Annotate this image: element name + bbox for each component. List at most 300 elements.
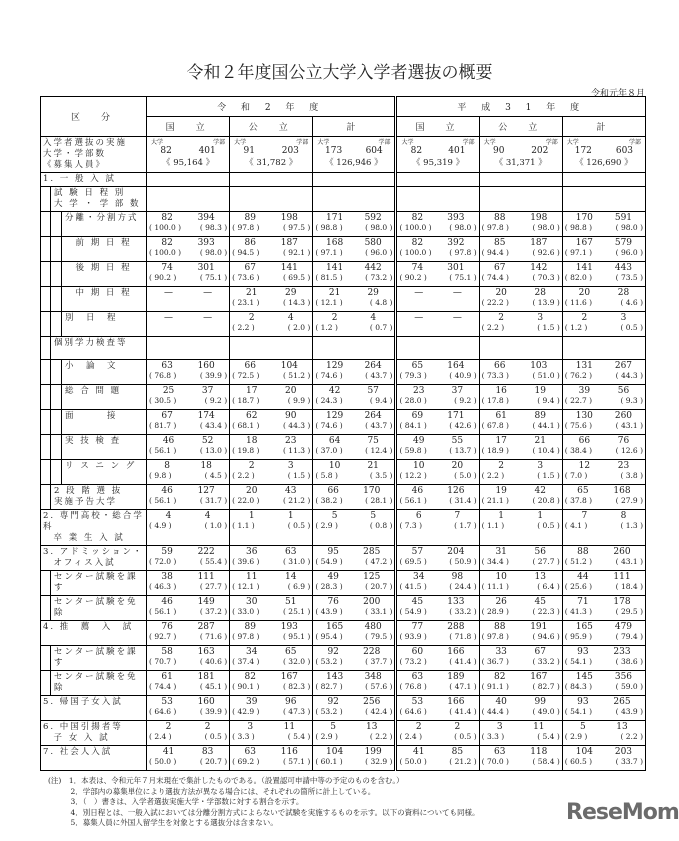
percentages xyxy=(482,607,560,617)
cell-values xyxy=(563,287,645,311)
cell-values xyxy=(397,546,478,570)
fac-pct: ( 9.4 ) xyxy=(537,396,560,405)
enrollment-cell xyxy=(479,137,562,173)
univ-pct: ( 38.4 ) xyxy=(564,446,593,455)
fac-pct-value: 57.1 xyxy=(288,757,305,766)
data-cell xyxy=(313,696,396,721)
fac-pct-value: 3.5 xyxy=(375,471,388,480)
univ-pct-value: 97.8 xyxy=(486,223,504,232)
data-cell xyxy=(479,696,562,721)
univ-pct: ( 7.3 ) xyxy=(399,521,423,530)
data-cell xyxy=(230,485,313,510)
univ-count: 76 xyxy=(161,622,173,632)
fac-pct-value: 51.0 xyxy=(537,371,555,380)
table-row xyxy=(41,571,646,596)
fac-pct-value: 0.5 xyxy=(625,323,638,332)
percentages xyxy=(149,496,227,506)
percentages xyxy=(149,732,227,742)
fac-label: 学部 xyxy=(213,139,226,146)
data-cell xyxy=(479,621,562,646)
row-label: 3. アドミッション・ オフィス入試 xyxy=(41,546,147,571)
cell-values xyxy=(230,237,312,261)
fac-pct: ( 4.8 ) xyxy=(369,298,393,307)
cell-values xyxy=(230,460,312,484)
fac-count: 11 xyxy=(283,722,296,732)
percentages xyxy=(399,273,476,283)
data-cell xyxy=(396,596,479,621)
fac-pct: ( 27.7 ) xyxy=(532,557,560,566)
data-cell xyxy=(230,596,313,621)
cell-values xyxy=(147,312,229,336)
fac-pct-value: 0.5 xyxy=(542,521,555,530)
fac-pct: ( 31.7 ) xyxy=(199,496,228,505)
univ-pct-value: 73.3 xyxy=(486,371,504,380)
fac-pct-value: 12.4 xyxy=(370,446,388,455)
fac-count: 443 xyxy=(614,263,633,273)
univ-count: 167 xyxy=(575,238,593,248)
univ-pct-value: 38.2 xyxy=(320,496,338,505)
fac-pct: ( 43.4 ) xyxy=(199,421,228,430)
data-cell xyxy=(396,696,479,721)
data-cell xyxy=(147,646,230,671)
fac-pct: ( 32.9 ) xyxy=(365,757,393,766)
univ-pct: ( 95.9 ) xyxy=(564,632,593,641)
univ-pct-value: 84.3 xyxy=(570,682,587,691)
univ-pct: ( 74.4 ) xyxy=(481,273,509,282)
header-col-1: 公 立 xyxy=(230,117,313,137)
fac-pct-value: 49.0 xyxy=(537,707,555,716)
counts xyxy=(399,411,476,421)
data-cell xyxy=(396,746,479,771)
percentages xyxy=(315,657,392,667)
percentages xyxy=(399,682,476,692)
footnote: (注) 1．本表は、令和元年７月末現在で集計したものである。（設置認可申請中等の予定のものを含む。） xyxy=(48,776,404,785)
univ-pct-value: 60.1 xyxy=(320,757,338,766)
univ-pct: ( 25.6 ) xyxy=(564,582,593,591)
fac-pct-value: 42.6 xyxy=(454,421,472,430)
fac-count: 356 xyxy=(614,672,633,682)
cell-values xyxy=(147,621,229,645)
percentages xyxy=(149,707,227,717)
univ-count: 74 xyxy=(161,263,173,273)
fac-pct: ( 29.5 ) xyxy=(615,607,643,616)
enrollment-label: 入学者選抜の実施 大学・学部数 《募集人員》 xyxy=(41,137,147,173)
fac-pct-value: 57.6 xyxy=(370,682,388,691)
fac-pct: ( 0.5 ) xyxy=(620,323,643,332)
univ-count: 21 xyxy=(245,288,258,298)
percentages xyxy=(565,471,643,481)
data-cell xyxy=(230,212,313,237)
header-row-years xyxy=(41,97,646,117)
fac-count: 393 xyxy=(197,238,215,248)
percentages xyxy=(232,396,310,406)
counts xyxy=(315,436,392,446)
univ-pct-value: 22.0 xyxy=(237,496,255,505)
univ-pct-value: 72.5 xyxy=(237,371,255,380)
data-cell xyxy=(562,312,645,337)
univ-pct: ( 59.8 ) xyxy=(399,446,427,455)
counts xyxy=(315,411,392,421)
univ-pct-value: 74.6 xyxy=(320,421,338,430)
univ-pct-value: 98.8 xyxy=(570,223,587,232)
percentages xyxy=(482,521,560,531)
univ-count: 3 xyxy=(247,722,254,732)
univ-count: 95 xyxy=(327,547,339,557)
fac-count: 65 xyxy=(285,647,297,657)
univ-pct: ( 73.6 ) xyxy=(232,273,260,282)
univ-count: 2 xyxy=(415,722,422,732)
univ-pct-value: 12.1 xyxy=(320,298,338,307)
table-row xyxy=(41,596,646,621)
univ-pct: ( 98.8 ) xyxy=(564,223,593,232)
table-row xyxy=(41,546,646,571)
cell-values xyxy=(563,696,645,720)
data-cell xyxy=(147,546,230,571)
percentages xyxy=(565,421,643,431)
fac-pct-value: 1.5 xyxy=(293,471,305,480)
univ-pct-value: 34.4 xyxy=(486,557,504,566)
data-cell xyxy=(230,546,313,571)
data-cell xyxy=(147,187,230,212)
percentages xyxy=(482,557,560,567)
cell-values xyxy=(563,721,645,745)
univ-pct: ( 2.2 ) xyxy=(232,323,255,332)
univ-pct: ( 3.3 ) xyxy=(232,732,255,741)
fac-count: 13 xyxy=(616,722,628,732)
univ-pct-value: 39.6 xyxy=(237,557,255,566)
cell-values xyxy=(480,696,562,720)
percentages xyxy=(482,707,560,717)
univ-pct-value: 94.4 xyxy=(486,248,504,257)
cell-values xyxy=(480,312,562,336)
admissions-table xyxy=(40,96,646,771)
univ-pct-value: 36.7 xyxy=(486,657,504,666)
percentages xyxy=(149,273,227,283)
data-cell xyxy=(147,212,230,237)
counts xyxy=(399,436,476,446)
univ-pct-value: 54.9 xyxy=(320,557,338,566)
univ-pct-value: 19.8 xyxy=(237,446,255,455)
univ-pct-value: 1.1 xyxy=(486,521,499,530)
fac-pct: ( 9.9 ) xyxy=(287,396,311,405)
data-cell xyxy=(396,262,479,287)
fac-pct-value: 5.0 xyxy=(459,471,472,480)
univ-pct: ( 54.1 ) xyxy=(564,657,593,666)
univ-pct-value: 2.2 xyxy=(237,323,250,332)
fac-count: 7 xyxy=(454,511,461,521)
univ-pct-value: 69.5 xyxy=(404,557,422,566)
univ-count: 74 xyxy=(411,263,424,273)
univ-count: 18 xyxy=(245,436,258,446)
data-cell xyxy=(147,721,230,746)
counts xyxy=(315,313,392,323)
fac-pct-value: 31.0 xyxy=(288,557,305,566)
header-year-current: 令 和 2 年 度 xyxy=(147,97,396,117)
univ-pct: ( 97.8 ) xyxy=(481,223,509,232)
univ-pct-value: 60.5 xyxy=(570,757,587,766)
fac-pct: ( 20.7 ) xyxy=(365,582,393,591)
fac-pct: ( 37.7 ) xyxy=(365,657,393,666)
univ-pct-value: 91.1 xyxy=(486,682,504,691)
univ-count: 66 xyxy=(244,361,256,371)
fac-count: 202 xyxy=(531,146,549,156)
univ-count: 20 xyxy=(495,288,507,298)
data-cell xyxy=(147,173,230,187)
counts xyxy=(482,263,560,273)
data-cell xyxy=(230,360,313,385)
data-cell xyxy=(479,546,562,571)
fac-pct-value: 0.8 xyxy=(375,521,388,530)
counts xyxy=(149,461,227,471)
fac-pct: ( 27.7 ) xyxy=(199,582,228,591)
univ-pct-value: 18.9 xyxy=(486,446,504,455)
percentages xyxy=(315,757,392,767)
fac-pct-value: 43.1 xyxy=(620,421,638,430)
percentages xyxy=(399,248,476,258)
univ-count: 85 xyxy=(494,238,506,248)
counts xyxy=(565,672,643,682)
percentages xyxy=(482,273,560,283)
counts xyxy=(399,288,476,298)
percentages xyxy=(232,657,310,667)
counts xyxy=(149,672,227,682)
percentages xyxy=(149,632,227,642)
percentages xyxy=(482,682,560,692)
data-cell xyxy=(479,237,562,262)
univ-count: 66 xyxy=(327,486,339,496)
univ-count: 5 xyxy=(331,511,338,521)
fac-pct: ( 75.1 ) xyxy=(449,273,477,282)
percentages xyxy=(149,557,227,567)
univ-pct: ( 2.2 ) xyxy=(232,471,255,480)
univ-pct: ( 90.2 ) xyxy=(399,273,427,282)
header-col-0: 国 立 xyxy=(147,117,230,137)
fac-pct-value: 24.4 xyxy=(454,582,472,591)
univ-count: 8 xyxy=(164,461,170,471)
counts xyxy=(149,547,227,557)
cell-values xyxy=(230,721,312,745)
fac-pct: ( 1.3 ) xyxy=(620,521,643,530)
percentages xyxy=(399,707,476,717)
univ-count: 16 xyxy=(495,386,507,396)
counts xyxy=(482,486,560,496)
row-label: 分離・分割方式 xyxy=(41,212,147,237)
univ-pct: ( 94.5 ) xyxy=(232,248,260,257)
counts xyxy=(399,672,476,682)
fac-count: 260 xyxy=(614,411,633,421)
counts xyxy=(482,288,560,298)
cell-values xyxy=(147,746,229,770)
univ-count: 173 xyxy=(325,146,343,156)
data-cell xyxy=(230,410,313,435)
univ-count: 3 xyxy=(496,722,503,732)
fac-count: 189 xyxy=(447,672,465,682)
data-cell xyxy=(479,721,562,746)
univ-pct: ( 19.8 ) xyxy=(232,446,260,455)
univ-count: 17 xyxy=(245,386,258,396)
table-row xyxy=(41,485,646,510)
cell-values xyxy=(147,510,229,534)
fac-pct: ( 92.6 ) xyxy=(532,248,560,257)
cell-values xyxy=(147,435,229,459)
enrollment-cell xyxy=(562,137,645,173)
counts xyxy=(565,313,643,323)
fac-label: 学部 xyxy=(628,139,641,146)
fac-pct: ( 43.7 ) xyxy=(365,421,393,430)
univ-pct-value: 37.0 xyxy=(320,446,338,455)
data-cell xyxy=(313,460,396,485)
fac-count: 89 xyxy=(534,411,546,421)
cell-values xyxy=(230,485,312,509)
fac-count: 42 xyxy=(534,486,546,496)
fac-pct: ( 9.4 ) xyxy=(369,396,393,405)
fac-count: 1 xyxy=(537,511,544,521)
fac-count: 1 xyxy=(287,511,294,521)
data-cell xyxy=(479,671,562,696)
fac-count: 8 xyxy=(620,511,627,521)
cell-values xyxy=(313,721,394,745)
publish-date: 令和元年８月 xyxy=(590,89,645,99)
univ-pct-value: 74.4 xyxy=(154,682,172,691)
percentages xyxy=(232,632,310,642)
univ-count: 89 xyxy=(244,622,256,632)
fac-pct: ( 47.3 ) xyxy=(282,707,311,716)
fac-pct: ( 10.4 ) xyxy=(532,446,560,455)
footnote: 4．別日程とは、一般入試においては分離分割方式によらないで試験を実施するものを示す。以下の資料についても同様。 xyxy=(48,807,480,817)
percentages xyxy=(232,273,310,283)
univ-count: — xyxy=(414,313,424,323)
fac-pct-value: 20.7 xyxy=(205,757,222,766)
fac-pct: ( 45.1 ) xyxy=(199,682,228,691)
row-label: リ ス ニ ン グ xyxy=(41,460,147,485)
univ-pct-value: 46.3 xyxy=(154,582,172,591)
univ-count: 88 xyxy=(494,622,506,632)
fac-count: 21 xyxy=(534,436,546,446)
counts xyxy=(399,622,476,632)
fac-count: 401 xyxy=(198,146,216,156)
percentages xyxy=(315,682,392,692)
unit-labels xyxy=(563,137,645,146)
cell-values xyxy=(397,571,478,595)
cell-values xyxy=(563,212,645,236)
fac-pct-value: 97.5 xyxy=(288,223,305,232)
fac-pct-value: 43.9 xyxy=(620,707,638,716)
counts xyxy=(315,597,392,607)
cell-values xyxy=(313,671,394,695)
percentages xyxy=(482,223,560,233)
univ-count: 63 xyxy=(411,672,424,682)
fac-pct-value: 92.6 xyxy=(537,248,555,257)
cell-values xyxy=(147,696,229,720)
fac-count: 222 xyxy=(197,547,215,557)
fac-pct: ( 0.5 ) xyxy=(454,732,477,741)
univ-count: 41 xyxy=(162,747,175,757)
fac-count: 4 xyxy=(370,313,377,323)
fac-count: 181 xyxy=(197,672,215,682)
data-cell xyxy=(396,360,479,385)
univ-count: 20 xyxy=(245,486,258,496)
fac-pct-value: 9.4 xyxy=(375,396,388,405)
fac-pct-value: 41.4 xyxy=(454,707,472,716)
fac-pct-value: 38.6 xyxy=(620,657,638,666)
univ-pct-value: 28.0 xyxy=(404,396,422,405)
fac-count: 171 xyxy=(447,411,465,421)
fac-count: 43 xyxy=(285,486,297,496)
univ-count: — xyxy=(414,288,424,298)
data-cell xyxy=(479,312,562,337)
univ-pct: ( 97.1 ) xyxy=(564,248,593,257)
univ-pct-value: 95.4 xyxy=(320,632,338,641)
data-cell xyxy=(230,460,313,485)
univ-pct: ( 54.9 ) xyxy=(399,607,427,616)
univ-label: 大学 xyxy=(566,139,579,146)
fac-count: 52 xyxy=(201,436,214,446)
univ-label: 大学 xyxy=(151,139,164,146)
univ-pct-value: 28.3 xyxy=(320,582,338,591)
fac-count: 228 xyxy=(363,647,381,657)
data-cell xyxy=(396,546,479,571)
cell-values xyxy=(480,571,562,595)
counts xyxy=(315,361,392,371)
counts xyxy=(315,572,392,582)
univ-pct-value: 97.1 xyxy=(570,248,587,257)
fac-count: 174 xyxy=(197,411,215,421)
data-cell xyxy=(562,696,645,721)
footnotes xyxy=(48,776,480,829)
percentages xyxy=(399,496,476,506)
univ-pct: ( 2.2 ) xyxy=(481,323,505,332)
percentages xyxy=(565,496,643,506)
fac-pct-value: 98.0 xyxy=(205,248,222,257)
fac-pct: ( 71.8 ) xyxy=(449,632,477,641)
data-cell xyxy=(147,485,230,510)
cell-values xyxy=(147,287,229,311)
univ-count: 104 xyxy=(575,747,593,757)
fac-pct: ( 5.0 ) xyxy=(454,471,477,480)
fac-pct: ( 47.2 ) xyxy=(365,557,393,566)
cell-values xyxy=(147,460,229,484)
univ-count: 65 xyxy=(577,486,589,496)
counts xyxy=(232,672,310,682)
fac-pct-value: 6.4 xyxy=(542,582,555,591)
univ-pct-value: 21.1 xyxy=(486,496,504,505)
univ-pct: ( 81.5 ) xyxy=(315,273,343,282)
fac-pct-value: 33.2 xyxy=(537,657,555,666)
percentages xyxy=(565,298,643,308)
univ-pct: ( 28.0 ) xyxy=(399,396,427,405)
percentages xyxy=(482,421,560,431)
fac-pct: ( 1.5 ) xyxy=(537,323,560,332)
cell-values xyxy=(230,596,312,620)
data-cell xyxy=(313,360,396,385)
fac-count: 56 xyxy=(534,547,546,557)
univ-pct: ( 4.1 ) xyxy=(564,521,588,530)
fac-count: 301 xyxy=(197,263,215,273)
fac-count: 170 xyxy=(363,486,381,496)
cell-values xyxy=(313,621,394,645)
univ-pct: ( 95.4 ) xyxy=(315,632,343,641)
cell-values xyxy=(313,312,394,336)
fac-pct: ( 2.2 ) xyxy=(620,732,643,741)
univ-count: 66 xyxy=(494,361,506,371)
fac-pct: ( 69.5 ) xyxy=(282,273,311,282)
percentages xyxy=(399,471,476,481)
univ-count: 82 xyxy=(244,672,256,682)
fac-pct: ( 57.6 ) xyxy=(365,682,393,691)
fac-count: 480 xyxy=(364,622,382,632)
univ-pct-value: 54.1 xyxy=(570,657,587,666)
fac-count: 393 xyxy=(447,213,465,223)
